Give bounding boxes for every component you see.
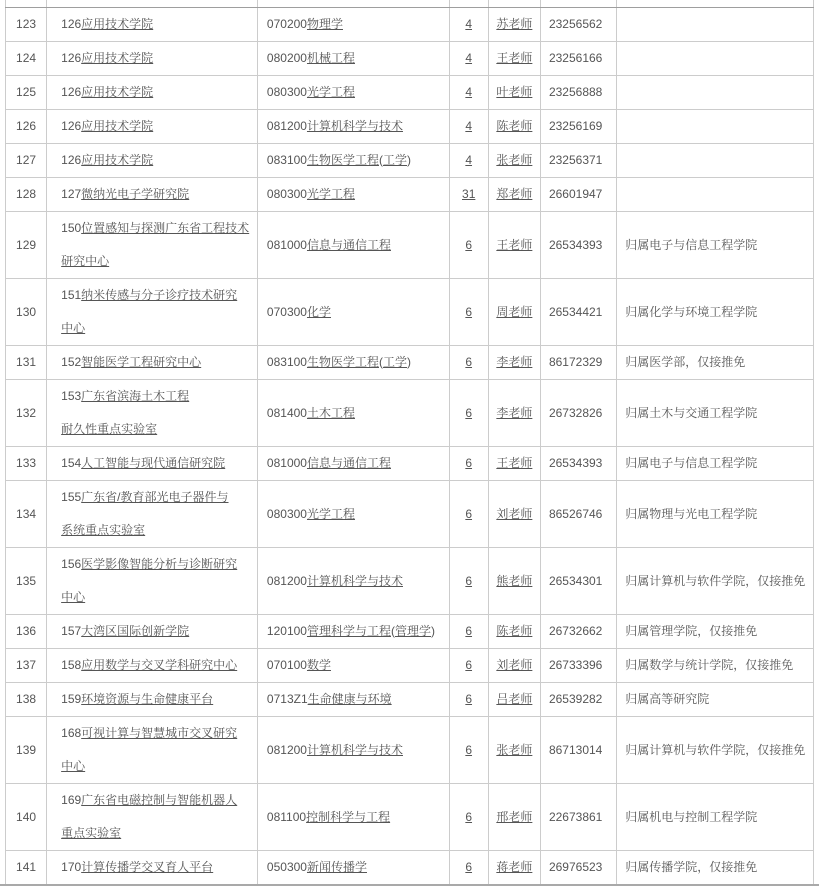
teacher-link[interactable]: 李老师 [496, 355, 533, 369]
code-text: 126 [61, 153, 82, 167]
major-link[interactable]: 计算机科学与技术 [306, 119, 403, 133]
note-cell: 归属计算机与软件学院，仅接推免 [617, 548, 814, 615]
code-text: 081200 [266, 573, 307, 588]
major-link[interactable]: 光学工程 [306, 187, 355, 201]
table-body [6, 0, 814, 884]
phone-cell: 86713014 [540, 717, 616, 784]
college-link[interactable]: 应用技术学院 [81, 85, 154, 99]
table-row [6, 212, 814, 279]
quota-cell [449, 784, 488, 851]
row-number-cell: 130 [6, 279, 47, 346]
teacher-cell [488, 683, 540, 717]
code-text: 081000 [266, 456, 307, 470]
college-link[interactable]: 应用技术学院 [81, 51, 154, 65]
clipped-cell [449, 0, 488, 8]
college-cell [47, 683, 258, 717]
table-row [6, 615, 814, 649]
teacher-cell [488, 784, 540, 851]
clipped-cell [257, 0, 449, 8]
teacher-link[interactable]: 刘老师 [496, 658, 533, 672]
code-text: 081200 [266, 119, 307, 133]
quota-cell [449, 76, 488, 110]
teacher-link[interactable]: 苏老师 [496, 17, 533, 31]
code-text: 126 [61, 119, 82, 133]
note-cell [617, 178, 814, 212]
code-text: 168 [61, 726, 82, 740]
phone-cell: 26601947 [540, 178, 616, 212]
table-row [6, 76, 814, 110]
college-link[interactable]: 可视计算与智慧城市交叉研究 [81, 726, 238, 740]
college-cell [47, 380, 258, 447]
teacher-cell [488, 76, 540, 110]
code-text: 154 [61, 456, 82, 470]
code-text: 081100 [266, 809, 307, 824]
code-text: 0713Z1 [266, 692, 308, 706]
quota-link[interactable]: 6 [465, 237, 473, 252]
major-link[interactable]: 生物医学工程 [306, 355, 379, 369]
college-link[interactable]: 中心 [61, 759, 86, 773]
college-link[interactable]: 大湾区国际创新学院 [81, 624, 190, 638]
code-text: 170 [61, 860, 82, 874]
note-cell [617, 144, 814, 178]
code-text: 126 [61, 85, 82, 99]
teacher-link[interactable]: 陈老师 [496, 624, 533, 638]
major-cell [257, 42, 449, 76]
clipped-cell [540, 0, 616, 8]
code-text: 050300 [266, 860, 307, 874]
phone-cell: 26732662 [540, 615, 616, 649]
table-row [6, 380, 814, 447]
quota-link[interactable]: 6 [465, 405, 473, 420]
table-row [6, 649, 814, 683]
teacher-link[interactable]: 郑老师 [496, 187, 533, 201]
major-link[interactable]: 土木工程 [306, 405, 355, 420]
code-text: 070100 [266, 658, 307, 672]
code-text: 081400 [266, 405, 307, 420]
college-link[interactable]: 医学影像智能分析与诊断研究 [81, 557, 238, 571]
quota-cell [449, 380, 488, 447]
major-link[interactable]: 计算机科学与技术 [306, 573, 403, 588]
code-text: ( [378, 153, 383, 167]
major-cell [257, 346, 449, 380]
teacher-link[interactable]: 李老师 [496, 405, 533, 420]
teacher-cell [488, 144, 540, 178]
note-cell: 归属管理学院，仅接推免 [617, 615, 814, 649]
table-row [6, 8, 814, 42]
major-link[interactable]: 数学 [306, 658, 331, 672]
code-text: 080300 [266, 187, 307, 201]
table-row [6, 346, 814, 380]
teacher-link[interactable]: 王老师 [496, 237, 533, 252]
code-text: ) [431, 624, 435, 638]
table-row [6, 42, 814, 76]
clipped-cell [488, 0, 540, 8]
quota-cell [449, 212, 488, 279]
code-text: 150 [61, 221, 82, 235]
major-cell [257, 279, 449, 346]
phone-cell: 26733396 [540, 649, 616, 683]
major-link[interactable]: 信息与通信工程 [306, 456, 391, 470]
major-cell [257, 212, 449, 279]
quota-link[interactable]: 4 [465, 85, 473, 99]
major-cell [257, 144, 449, 178]
code-text: 151 [61, 288, 82, 302]
code-text: 081000 [266, 237, 307, 252]
code-text: 070200 [266, 17, 307, 31]
teacher-cell [488, 8, 540, 42]
college-cell [47, 76, 258, 110]
note-cell [617, 8, 814, 42]
college-cell [47, 8, 258, 42]
teacher-cell [488, 178, 540, 212]
phone-cell: 26976523 [540, 851, 616, 885]
college-link[interactable]: 应用技术学院 [81, 153, 154, 167]
quota-cell [449, 649, 488, 683]
table-row [6, 481, 814, 548]
note-cell: 归属传播学院，仅接推免 [617, 851, 814, 885]
phone-cell: 86526746 [540, 481, 616, 548]
teacher-link[interactable]: 邢老师 [496, 809, 533, 824]
note-cell: 归属物理与光电工程学院 [617, 481, 814, 548]
major-link[interactable]: 生命健康与环境 [307, 692, 392, 706]
teacher-cell [488, 447, 540, 481]
table-row [6, 279, 814, 346]
row-number-cell: 132 [6, 380, 47, 447]
quota-cell [449, 717, 488, 784]
row-number-cell: 134 [6, 481, 47, 548]
college-cell [47, 615, 258, 649]
note-cell [617, 42, 814, 76]
admissions-table [5, 0, 814, 884]
quota-cell [449, 346, 488, 380]
code-text: ) [407, 153, 411, 167]
teacher-cell [488, 380, 540, 447]
teacher-link[interactable]: 蒋老师 [496, 860, 533, 874]
major-link[interactable]: 生物医学工程 [306, 153, 379, 167]
code-text: 126 [61, 51, 82, 65]
quota-link[interactable]: 6 [465, 506, 473, 521]
college-link[interactable]: 中心 [61, 321, 86, 335]
quota-link[interactable]: 6 [465, 809, 473, 824]
note-cell [617, 110, 814, 144]
teacher-link[interactable]: 王老师 [496, 456, 533, 470]
quota-link[interactable]: 6 [465, 624, 473, 638]
note-cell: 归属电子与信息工程学院 [617, 447, 814, 481]
phone-cell: 26539282 [540, 683, 616, 717]
note-cell: 归属机电与控制工程学院 [617, 784, 814, 851]
major-cell [257, 784, 449, 851]
college-link[interactable]: 微纳光电子学研究院 [81, 187, 190, 201]
quota-cell [449, 178, 488, 212]
quota-cell [449, 851, 488, 885]
table-row [6, 683, 814, 717]
table-row [6, 851, 814, 885]
college-link[interactable]: 耐久性重点实验室 [61, 422, 158, 436]
quota-link[interactable]: 6 [465, 742, 473, 757]
major-link[interactable]: 管理学 [394, 624, 431, 638]
teacher-link[interactable]: 陈老师 [496, 119, 533, 133]
college-link[interactable]: 计算传播学交叉育人平台 [81, 860, 214, 874]
college-cell [47, 178, 258, 212]
table-row [6, 717, 814, 784]
college-cell [47, 279, 258, 346]
phone-cell: 23256888 [540, 76, 616, 110]
quota-cell [449, 144, 488, 178]
major-cell [257, 380, 449, 447]
college-cell [47, 851, 258, 885]
quota-link[interactable]: 4 [465, 17, 473, 31]
college-link[interactable]: 广东省/教育部光电子器件与 [81, 490, 229, 504]
table-row [6, 144, 814, 178]
teacher-cell [488, 212, 540, 279]
code-text: ( [390, 624, 395, 638]
code-text: 159 [61, 692, 82, 706]
quota-cell [449, 481, 488, 548]
code-text: 070300 [266, 304, 307, 319]
quota-link[interactable]: 6 [465, 658, 473, 672]
major-cell [257, 481, 449, 548]
teacher-cell [488, 279, 540, 346]
code-text: 153 [61, 389, 82, 403]
table-row [6, 110, 814, 144]
quota-link[interactable]: 6 [465, 573, 473, 588]
college-cell [47, 548, 258, 615]
code-text: 157 [61, 624, 82, 638]
table-row [6, 784, 814, 851]
table-row [6, 447, 814, 481]
college-link[interactable]: 重点实验室 [61, 826, 122, 840]
major-link[interactable]: 计算机科学与技术 [306, 742, 403, 757]
college-link[interactable]: 应用技术学院 [81, 119, 154, 133]
quota-cell [449, 8, 488, 42]
quota-cell [449, 615, 488, 649]
row-number-cell: 137 [6, 649, 47, 683]
row-number-cell: 140 [6, 784, 47, 851]
college-link[interactable]: 中心 [61, 590, 86, 604]
teacher-link[interactable]: 熊老师 [496, 573, 533, 588]
table-row [6, 178, 814, 212]
phone-cell: 23256166 [540, 42, 616, 76]
row-number-cell: 139 [6, 717, 47, 784]
clipped-cell [47, 0, 258, 8]
code-text: 156 [61, 557, 82, 571]
quota-link[interactable]: 6 [465, 860, 473, 874]
phone-cell: 26534301 [540, 548, 616, 615]
phone-cell: 26534421 [540, 279, 616, 346]
major-cell [257, 851, 449, 885]
row-number-cell: 136 [6, 615, 47, 649]
row-number-cell: 127 [6, 144, 47, 178]
quota-cell [449, 548, 488, 615]
clipped-cell [617, 0, 814, 8]
major-link[interactable]: 控制科学与工程 [306, 809, 391, 824]
major-link[interactable]: 光学工程 [306, 506, 355, 521]
code-text: 083100 [266, 153, 307, 167]
note-cell: 归属数学与统计学院，仅接推免 [617, 649, 814, 683]
phone-cell: 86172329 [540, 346, 616, 380]
teacher-cell [488, 110, 540, 144]
quota-cell [449, 110, 488, 144]
major-cell [257, 717, 449, 784]
row-number-cell: 123 [6, 8, 47, 42]
code-text: 152 [61, 355, 82, 369]
quota-link[interactable]: 6 [465, 304, 473, 319]
teacher-cell [488, 717, 540, 784]
quota-link[interactable]: 6 [465, 355, 473, 369]
quota-cell [449, 279, 488, 346]
major-cell [257, 649, 449, 683]
row-number-cell: 126 [6, 110, 47, 144]
row-number-cell: 133 [6, 447, 47, 481]
row-number-cell: 131 [6, 346, 47, 380]
code-text: 155 [61, 490, 82, 504]
teacher-link[interactable]: 王老师 [496, 51, 533, 65]
code-text: 158 [61, 658, 82, 672]
teacher-link[interactable]: 叶老师 [496, 85, 533, 99]
phone-cell: 23256371 [540, 144, 616, 178]
teacher-cell [488, 851, 540, 885]
row-number-cell: 135 [6, 548, 47, 615]
phone-cell: 26534393 [540, 447, 616, 481]
college-cell [47, 144, 258, 178]
major-link[interactable]: 物理学 [306, 17, 343, 31]
note-cell: 归属医学部，仅接推免 [617, 346, 814, 380]
college-link[interactable]: 研究中心 [61, 254, 110, 268]
major-link[interactable]: 工学 [382, 153, 407, 167]
college-link[interactable]: 应用数学与交叉学科研究中心 [81, 658, 238, 672]
college-link[interactable]: 应用技术学院 [81, 17, 154, 31]
code-text: 080300 [266, 85, 307, 99]
row-number-cell: 138 [6, 683, 47, 717]
major-link[interactable]: 化学 [306, 304, 331, 319]
teacher-link[interactable]: 张老师 [496, 742, 533, 757]
code-text: 169 [61, 793, 82, 807]
major-link[interactable]: 机械工程 [306, 51, 355, 65]
code-text: 126 [61, 17, 82, 31]
phone-cell: 23256169 [540, 110, 616, 144]
college-link[interactable]: 广东省滨海土木工程 [81, 389, 190, 403]
quota-link[interactable]: 6 [465, 456, 473, 470]
college-link[interactable]: 智能医学工程研究中心 [81, 355, 202, 369]
note-cell: 归属高等研究院 [617, 683, 814, 717]
note-cell: 归属土木与交通工程学院 [617, 380, 814, 447]
row-number-cell: 129 [6, 212, 47, 279]
college-link[interactable]: 系统重点实验室 [61, 523, 146, 537]
major-link[interactable]: 信息与通信工程 [306, 237, 391, 252]
college-cell [47, 42, 258, 76]
major-cell [257, 76, 449, 110]
college-link[interactable]: 环境资源与生命健康平台 [81, 692, 214, 706]
college-link[interactable]: 位置感知与探测广东省工程技术 [81, 221, 250, 235]
major-cell [257, 615, 449, 649]
teacher-cell [488, 548, 540, 615]
quota-cell [449, 683, 488, 717]
college-cell [47, 212, 258, 279]
quota-link[interactable]: 31 [462, 187, 476, 201]
teacher-link[interactable]: 吕老师 [496, 692, 533, 706]
major-cell [257, 447, 449, 481]
teacher-cell [488, 481, 540, 548]
teacher-link[interactable]: 周老师 [496, 304, 533, 319]
teacher-cell [488, 42, 540, 76]
clipped-row [6, 0, 814, 8]
row-number-cell: 128 [6, 178, 47, 212]
college-cell [47, 481, 258, 548]
code-text: 080200 [266, 51, 307, 65]
teacher-cell [488, 615, 540, 649]
college-cell [47, 717, 258, 784]
major-cell [257, 110, 449, 144]
quota-cell [449, 42, 488, 76]
teacher-link[interactable]: 刘老师 [496, 506, 533, 521]
code-text: 081200 [266, 742, 307, 757]
note-cell: 归属化学与环境工程学院 [617, 279, 814, 346]
major-link[interactable]: 新闻传播学 [306, 860, 367, 874]
major-cell [257, 178, 449, 212]
phone-cell: 23256562 [540, 8, 616, 42]
note-cell: 归属计算机与软件学院，仅接推免 [617, 717, 814, 784]
quota-link[interactable]: 4 [465, 153, 473, 167]
college-cell [47, 649, 258, 683]
clipped-cell [6, 0, 47, 8]
major-link[interactable]: 光学工程 [306, 85, 355, 99]
teacher-link[interactable]: 张老师 [496, 153, 533, 167]
major-link[interactable]: 工学 [382, 355, 407, 369]
phone-cell: 22673861 [540, 784, 616, 851]
college-link[interactable]: 人工智能与现代通信研究院 [81, 456, 226, 470]
phone-cell: 26534393 [540, 212, 616, 279]
college-cell [47, 110, 258, 144]
teacher-cell [488, 649, 540, 683]
college-cell [47, 784, 258, 851]
college-link[interactable]: 广东省电磁控制与智能机器人 [81, 793, 238, 807]
quota-link[interactable]: 4 [465, 51, 473, 65]
major-cell [257, 548, 449, 615]
note-cell: 归属电子与信息工程学院 [617, 212, 814, 279]
code-text: 083100 [266, 355, 307, 369]
row-number-cell: 141 [6, 851, 47, 885]
major-cell [257, 8, 449, 42]
quota-cell [449, 447, 488, 481]
row-number-cell: 125 [6, 76, 47, 110]
note-cell [617, 76, 814, 110]
code-text: ) [407, 355, 411, 369]
quota-link[interactable]: 4 [465, 119, 473, 133]
major-cell [257, 683, 449, 717]
teacher-cell [488, 346, 540, 380]
table-row [6, 548, 814, 615]
major-link[interactable]: 管理科学与工程 [306, 624, 391, 638]
code-text: ( [378, 355, 383, 369]
college-link[interactable]: 纳米传感与分子诊疗技术研究 [81, 288, 238, 302]
code-text: 127 [61, 187, 82, 201]
quota-link[interactable]: 6 [465, 692, 473, 706]
college-cell [47, 447, 258, 481]
code-text: 120100 [266, 624, 307, 638]
row-number-cell: 124 [6, 42, 47, 76]
phone-cell: 26732826 [540, 380, 616, 447]
code-text: 080300 [266, 506, 307, 521]
college-cell [47, 346, 258, 380]
